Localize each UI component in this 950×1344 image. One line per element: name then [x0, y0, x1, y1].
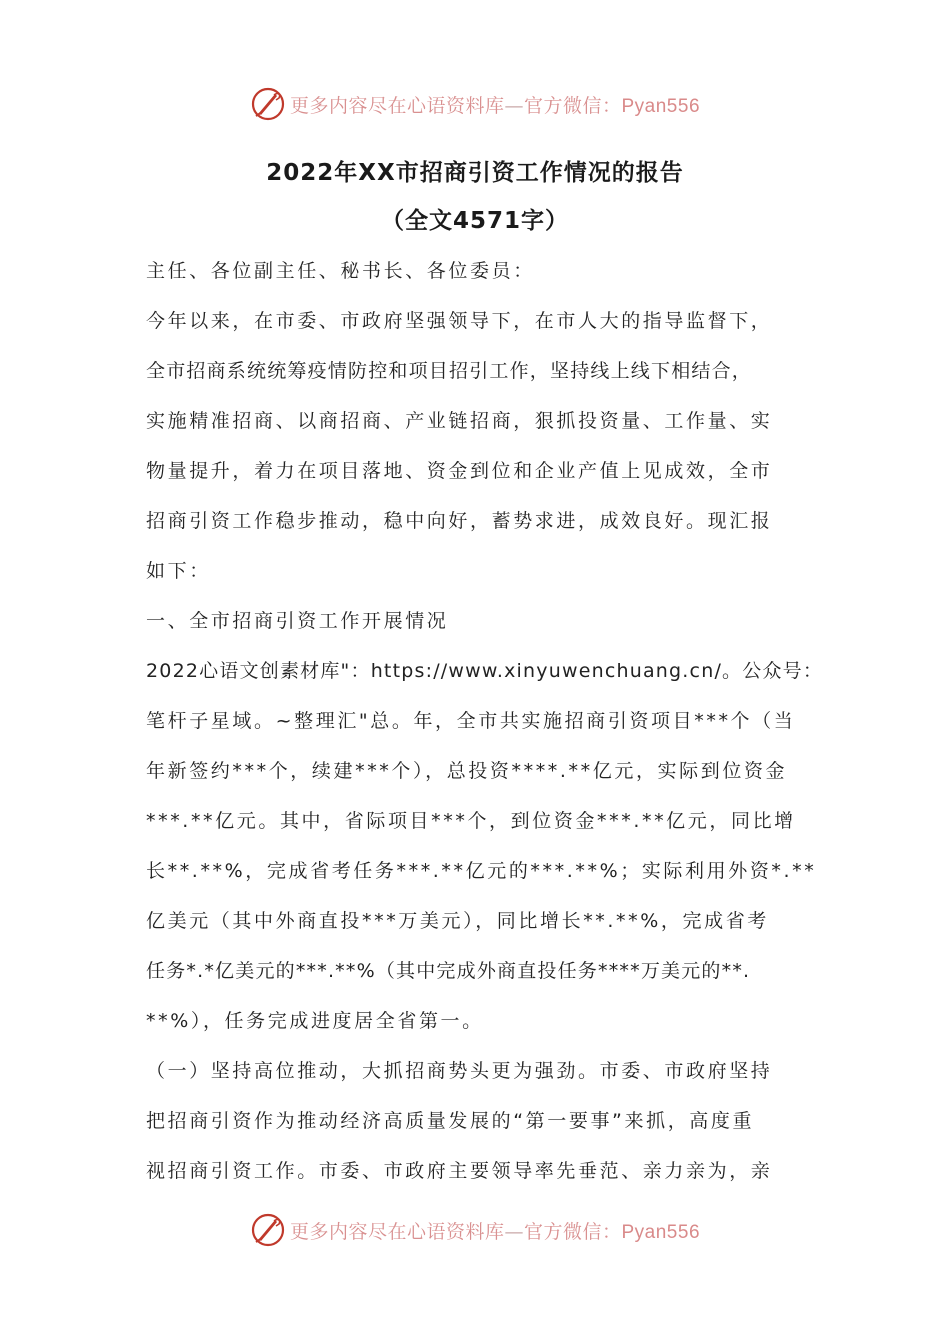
watermark-wechat-id: Pyan556 [621, 1221, 701, 1243]
watermark-official-label: 官方微信： [523, 94, 622, 117]
body-line: 物量提升，着力在项目落地、资金到位和企业产值上见成效，全市 [146, 460, 773, 482]
watermark-separator: — [504, 1220, 524, 1243]
footer-watermark [0, 1210, 950, 1250]
body-line: 长**.**%，完成省考任务***.**亿元的***.**%；实际利用外资*.** [146, 860, 817, 882]
document-body [146, 254, 826, 1204]
body-line: 主任、各位副主任、秘书长、各位委员： [146, 260, 535, 282]
document-subtitle: （全文4571字） [380, 208, 569, 234]
watermark-text [290, 91, 700, 118]
watermark-text [290, 1217, 700, 1244]
body-line: 把招商引资作为推动经济高质量发展的“第一要事”来抓，高度重 [146, 1110, 755, 1132]
document-title: 2022年XX市招商引资工作情况的报告 [266, 160, 684, 186]
body-line: 招商引资工作稳步推动，稳中向好，蓄势求进，成效良好。现汇报 [146, 510, 773, 532]
watermark-official-label: 官方微信： [523, 1220, 622, 1243]
quill-logo-icon [250, 86, 286, 122]
watermark-brand: 更多内容尽在心语资料库 [289, 1220, 505, 1243]
body-line: ***.**亿元。其中，省际项目***个，到位资金***.**亿元，同比增 [146, 810, 796, 832]
body-line: 年新签约***个，续建***个），总投资****.**亿元，实际到位资金 [146, 760, 788, 782]
body-line: 2022心语文创素材库"：https://www.xinyuwenchuang.cn/。公众号： [146, 660, 824, 682]
body-line: 亿美元（其中外商直投***万美元），同比增长**.**%，完成省考 [146, 910, 769, 932]
header-watermark [0, 84, 950, 124]
quill-logo-icon [250, 1212, 286, 1248]
watermark-brand: 更多内容尽在心语资料库 [289, 94, 505, 117]
body-line: 笔杆子星域。~整理汇"总。年，全市共实施招商引资项目***个（当 [146, 710, 796, 732]
body-line: 如下： [146, 560, 211, 582]
section-heading: 一、全市招商引资工作开展情况 [146, 610, 449, 632]
body-line: 今年以来，在市委、市政府坚强领导下，在市人大的指导监督下， [146, 310, 773, 332]
body-line: 全市招商系统统筹疫情防控和项目招引工作，坚持线上线下相结合， [146, 360, 753, 382]
body-line: 实施精准招商、以商招商、产业链招商，狠抓投资量、工作量、实 [146, 410, 773, 432]
body-line: **%），任务完成进度居全省第一。 [146, 1010, 484, 1032]
body-line: 视招商引资工作。市委、市政府主要领导率先垂范、亲力亲为，亲 [146, 1160, 773, 1182]
watermark-separator: — [504, 94, 524, 117]
subsection-heading: （一）坚持高位推动，大抓招商势头更为强劲。市委、市政府坚持 [146, 1060, 773, 1082]
body-line: 任务*.*亿美元的***.**%（其中完成外商直投任务****万美元的**. [146, 960, 751, 982]
watermark-wechat-id: Pyan556 [621, 95, 701, 117]
